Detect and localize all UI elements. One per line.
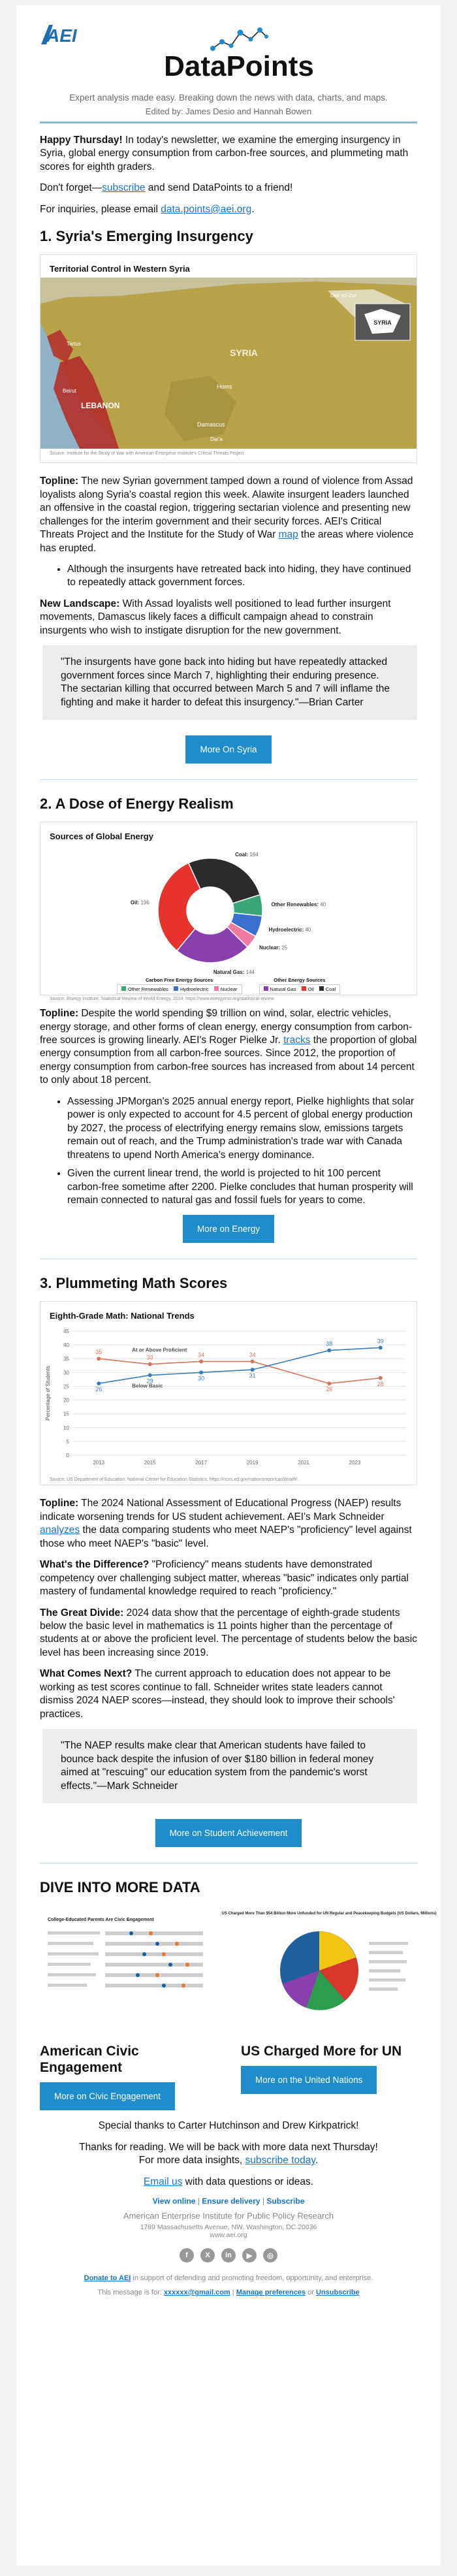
data-point (199, 1371, 203, 1375)
legend-other-title: Other Energy Sources (274, 977, 326, 984)
y-tick-label: 35 (63, 1356, 69, 1362)
y-axis-label: Percentage of Students (45, 1366, 51, 1421)
inquiries-prefix: For inquiries, please email (40, 203, 161, 215)
ensure-delivery-link[interactable]: Ensure delivery (202, 2197, 260, 2206)
data-point (148, 1362, 152, 1366)
pie-label: Natural Gas: 144 (213, 969, 255, 975)
tagline: Expert analysis made easy. Breaking down the news with data, charts, and maps. (69, 93, 388, 103)
donate-text: in support of defending and promoting freedom, opportunity, and enterprise. (131, 2274, 373, 2283)
data-point (379, 1376, 383, 1380)
y-tick-label: 10 (63, 1425, 69, 1432)
daraa-label: Dar'a (210, 436, 223, 443)
subscribe-today-link[interactable]: subscribe today (245, 2155, 315, 2166)
legend-cf-title: Carbon Free Energy Sources (145, 977, 213, 984)
intro-text: In today's newsletter, we examine the emerging insurgency in Syria, global energy consumption from carbon-free sources, and plummeting math scores for eighth graders. (40, 135, 409, 172)
civic-card-title: American Civic Engagement (40, 2044, 139, 2076)
legend-carbon-free (117, 977, 242, 994)
more-suffix: . (315, 2155, 319, 2166)
civic-engagement-thumbnail[interactable] (40, 1905, 216, 2036)
social-icons (40, 2248, 417, 2262)
donate-link[interactable]: Donate to AEI (84, 2274, 131, 2283)
org-name: American Enterprise Institute for Public Policy Research (123, 2211, 334, 2221)
difference-label: What's the Difference? (40, 1559, 150, 1571)
un-card-title: US Charged More for UN (241, 2044, 402, 2059)
more-on-civic-engagement-button[interactable]: More on Civic Engagement (40, 2082, 175, 2110)
math-chart-title: Eighth-Grade Math: National Trends (50, 1311, 195, 1321)
x-tick-label: 2021 (298, 1460, 309, 1466)
x-tick-label: 2017 (195, 1460, 208, 1466)
data-label: 31 (249, 1372, 256, 1379)
legend-item (319, 986, 336, 992)
beirut-label: Beirut (63, 388, 76, 394)
youtube-icon[interactable]: ▶ (242, 2248, 257, 2262)
section-separator (40, 779, 417, 780)
math-difference (40, 1558, 417, 1598)
x-tick-label: 2015 (144, 1460, 156, 1466)
email-us (40, 2176, 417, 2189)
data-point (199, 1360, 203, 1364)
instagram-icon[interactable]: ◎ (263, 2248, 277, 2262)
homs-label: Homs (217, 383, 232, 391)
more-on-energy-button[interactable]: More on Energy (183, 1215, 274, 1243)
series-label-below-basic: Below Basic (132, 1383, 163, 1389)
special-thanks: Special thanks to Carter Hutchinson and Drew Kirkpatrick! (98, 2120, 359, 2132)
manage-preferences-link[interactable]: Manage preferences (236, 2289, 306, 2297)
syria-map (40, 278, 417, 449)
address-line: 1789 Massachusetts Avenue, NW, Washington, DC 20036 (140, 2223, 317, 2232)
legend-label: Hydroelectric (180, 986, 209, 993)
recipient-line (40, 2289, 417, 2296)
data-label: 38 (326, 1340, 333, 1347)
dive-heading: DIVE INTO MORE DATA (40, 1879, 200, 1896)
dont-forget-prefix: Don't forget— (40, 182, 102, 194)
data-point (97, 1382, 101, 1386)
y-tick-label: 5 (66, 1439, 69, 1445)
syria-bullet: • Although the insurgents have retreated back into hiding, they have continued to repeatedly attack government forces. (67, 563, 417, 590)
inset-label: SYRIA (373, 319, 392, 327)
difference-text: "Proficiency" means students have demonstrated competency over challenging subject matter, whereas "basic" indicates only partial mastery of fundamental knowledge required to reach "proficiency." (40, 1559, 409, 1598)
math-source: Source: US Department of Education, National Center for Education Statistics, https://nces.ed.gov/nationsreportcard/math/. (50, 1477, 299, 1483)
civic-thumb-title: College-Educated Parents Are Civic Engagement (48, 1918, 154, 1923)
energy-chart-title: Sources of Global Energy (50, 831, 153, 842)
data-label: 30 (198, 1375, 205, 1382)
data-label: 34 (198, 1351, 205, 1359)
aei-logo[interactable] (40, 22, 82, 46)
lebanon-label: LEBANON (81, 401, 120, 411)
inquiries (40, 203, 417, 216)
pie-slice-coal (189, 858, 260, 903)
footer-links (40, 2197, 417, 2206)
energy-topline-text-2: the proportion of global energy consumption from all carbon-free sources. Since 2012, the proportion of energy consumption from carbon-free sources has increased from about 14 percent to only about 18 percent. (40, 1034, 417, 1086)
legend-item (302, 986, 314, 992)
separator: | (230, 2289, 236, 2297)
energy-bullet: • Assessing JPMorgan's 2025 annual energy report, Pielke highlights that solar power is only expected to account for 4.5 percent of global energy production by 2027, the process of electrifying energy remains slow, emissions targets remain out of reach, and the Trump administration's trade war with Canada threatens to upend North America's energy dominance. (67, 1095, 417, 1162)
tracks-link[interactable]: tracks (283, 1034, 311, 1046)
syria-label: SYRIA (230, 347, 258, 359)
data-label: 34 (249, 1351, 256, 1359)
data-point (251, 1360, 255, 1364)
data-point (327, 1382, 331, 1386)
map-source: Source: Institute for the Study of War with American Enterprise Institute's Critical Threats Project. (50, 451, 245, 457)
linkedin-icon[interactable]: in (221, 2248, 236, 2262)
next-label: What Comes Next? (40, 1668, 133, 1680)
syria-quote: "The insurgents have gone back into hiding but have repeatedly attacked government forces since March 7, highlighting their enduring presence. The sectarian killing that occurred between March 5 and 7 will inflame the fighting and make it harder to defeat this insurgency."—Brian Carter (42, 645, 417, 720)
data-label: 33 (146, 1355, 153, 1362)
sent-prefix: This message is for: (97, 2289, 164, 2297)
math-quote: "The NAEP results make clear that American students have failed to bounce back despite the infusion of over $180 billion in federal money aimed at "rescuing" our education system from the pandemic's worst effects."—Mark Schneider (42, 1729, 417, 1803)
pie-label: Coal: 164 (235, 852, 259, 858)
legend-label: Natural Gas (270, 986, 296, 993)
data-point (327, 1349, 331, 1353)
energy-chart-figure (40, 822, 417, 1002)
org-address (40, 2223, 417, 2239)
datapoints-logo (154, 24, 324, 80)
greeting: Happy Thursday! (40, 135, 123, 146)
divide-text: 2024 data show that the percentage of eighth-grade students below the basic level in mathematics is 11 points higher than the percentage of students at or above the proficient level. The percentage of students below the basic level has been increasing since 2019. (40, 1607, 417, 1658)
thanks-reading: Thanks for reading. We will be back with more data next Thursday! (79, 2141, 378, 2153)
energy-topline (40, 1007, 417, 1087)
math-line-chart (40, 1325, 417, 1475)
separator: | (195, 2197, 202, 2206)
email-link[interactable]: data.points@aei.org (161, 203, 252, 215)
math-chart-figure (40, 1301, 417, 1485)
unsubscribe-link[interactable]: Unsubscribe (315, 2289, 360, 2297)
next-text: The current approach to education does not appear to be working as test scores continue to fall. Schneider writes state leaders cannot dismiss 2024 NAEP scores—instead, they should look to improve their schools' practices. (40, 1668, 395, 1720)
section-heading-math: 3. Plummeting Math Scores (40, 1275, 228, 1292)
legend-label: Coal (325, 986, 336, 993)
data-label: 26 (326, 1386, 333, 1393)
un-thumb-title: US Charged More Than $54 Billion More Unfunded for UN Regular and Peacekeeping Budgets (US Dollars, Millions) (221, 1912, 437, 1916)
syria-bullets (40, 563, 417, 590)
data-label: 39 (377, 1338, 384, 1345)
email-body (16, 5, 441, 2566)
legend-item (264, 986, 296, 992)
legend-other (259, 977, 341, 994)
math-topline (40, 1497, 417, 1551)
svg-text:AEI: AEI (46, 25, 77, 46)
energy-legend (40, 976, 417, 994)
y-tick-label: 25 (63, 1383, 69, 1390)
syria-topline-text: The new Syrian government tamped down a round of violence from Assad loyalists along Syria's coastal region this week. Alawite insurgent leaders launched an offensive in the coastal region, triggering sectarian violence and presenting new challenges for the interim government and their security forces. AEI's Critical Threats Project and the Institute for the Study of War (40, 475, 413, 541)
more-prefix: For more data insights, (138, 2155, 245, 2166)
header-rule (40, 121, 417, 123)
legend-label: Other Renewables (127, 986, 168, 993)
pie-label: Other Renewables: 40 (271, 901, 326, 908)
pie-label: Nuclear: 25 (259, 944, 288, 951)
donate-line (40, 2274, 417, 2282)
more-on-united-nations-button[interactable]: More on the United Nations (241, 2066, 377, 2094)
legend-item (174, 986, 209, 992)
y-tick-label: 40 (63, 1342, 69, 1349)
divide-label: The Great Divide: (40, 1607, 124, 1618)
math-divide (40, 1607, 417, 1660)
legend-label: Nuclear (220, 986, 238, 993)
data-label: 35 (95, 1349, 102, 1356)
dive-card-un (221, 1905, 437, 2110)
series-line-proficient (99, 1359, 381, 1384)
more-on-syria-button[interactable]: More On Syria (185, 735, 271, 764)
y-tick-label: 0 (66, 1453, 69, 1459)
section-heading-energy: 2. A Dose of Energy Realism (40, 796, 234, 813)
data-label: 29 (146, 1377, 153, 1385)
energy-topline-text: Despite the world spending $9 trillion on wind, solar, electric vehicles, energy storage, and other forms of clean energy, energy consumption from carbon-free sources is growing linearly. AEI's Roger Pielke Jr. (40, 1008, 413, 1046)
y-tick-label: 30 (63, 1370, 69, 1376)
energy-bullet: • Given the current linear trend, the world is projected to hit 100 percent carbon-free sometime after 2200. Pielke concludes that human prosperity will remain connected to natural gas and fossil fuels for years to come. (67, 1167, 417, 1207)
data-point (379, 1346, 383, 1350)
syria-new-landscape (40, 598, 417, 637)
deir-label: Deir ez-Zor (330, 293, 357, 299)
data-label: 28 (377, 1381, 384, 1388)
analyzes-link[interactable]: analyzes (40, 1524, 80, 1536)
energy-donut-chart (40, 845, 417, 976)
syria-map-link[interactable]: map (278, 529, 298, 541)
energy-bullets (40, 1095, 417, 1208)
intro-paragraph (40, 134, 417, 174)
editors: Edited by: James Desio and Hannah Bowen (145, 106, 312, 116)
syria-map-figure (40, 254, 417, 463)
data-label: 26 (95, 1386, 102, 1393)
footer-subscribe-link[interactable]: Subscribe (266, 2197, 305, 2206)
new-landscape-label: New Landscape: (40, 598, 120, 609)
topline-label: Topline: (40, 1008, 79, 1020)
x-tick-label: 2019 (246, 1460, 259, 1466)
site-link[interactable]: www.aei.org (210, 2231, 247, 2240)
dont-forget (40, 182, 417, 195)
dive-cards (40, 1905, 437, 2110)
x-icon[interactable]: X (200, 2248, 215, 2262)
svg-text:DataPoints: DataPoints (164, 50, 314, 82)
math-next (40, 1667, 417, 1721)
data-point (148, 1374, 152, 1377)
map-title: Territorial Control in Western Syria (50, 264, 190, 274)
topline-label: Topline: (40, 475, 79, 487)
math-topline-text-2: the data comparing students who meet NAEP's "proficiency" level against those who meet NAEP's "basic" level. (40, 1524, 412, 1549)
y-tick-label: 15 (63, 1411, 69, 1418)
recipient-email: xxxxxx@gmail.com (163, 2289, 230, 2297)
more-insights (40, 2154, 417, 2167)
tartus-label: Tartus (67, 341, 81, 347)
or-text: or (306, 2289, 316, 2297)
x-tick-label: 2013 (93, 1460, 105, 1466)
energy-source: Source: Energy Institute, Statistical Review of World Energy, 2024, https://www.energyinst.org/statistical-review. (50, 997, 276, 1002)
pie-label: Oil: 196 (130, 899, 150, 906)
topline-label: Topline: (40, 1498, 79, 1509)
section-heading-syria: 1. Syria's Emerging Insurgency (40, 228, 253, 245)
header (40, 22, 417, 82)
email-us-link[interactable]: Email us (143, 2176, 183, 2187)
legend-item (121, 986, 168, 992)
subscribe-link[interactable]: subscribe (102, 182, 146, 194)
more-on-student-achievement-button[interactable]: More on Student Achievement (155, 1819, 302, 1847)
dive-card-civic (40, 1905, 216, 2110)
data-point (97, 1357, 101, 1361)
y-tick-label: 20 (63, 1397, 69, 1404)
syria-topline-text-2: the areas where violence has erupted. (40, 529, 414, 554)
series-label-proficient: At or Above Proficient (132, 1347, 187, 1354)
damascus-label: Damascus (197, 421, 225, 428)
inquiries-suffix: . (251, 203, 255, 215)
dont-forget-suffix: and send DataPoints to a friend! (145, 182, 293, 194)
new-landscape-text: With Assad loyalists well positioned to lead further insurgent movements, Damascus likely faces a difficult campaign ahead to constrain insurgents who wish to instigate disruption for the new government. (40, 598, 391, 636)
y-tick-label: 45 (63, 1328, 69, 1335)
legend-item (214, 986, 238, 992)
un-thumbnail[interactable] (221, 1905, 437, 2036)
email-us-suffix: with data questions or ideas. (182, 2176, 314, 2187)
view-online-link[interactable]: View online (152, 2197, 196, 2206)
separator: | (260, 2197, 267, 2206)
legend-label: Oil (307, 986, 314, 993)
x-tick-label: 2023 (349, 1460, 361, 1466)
math-topline-text: The 2024 National Assessment of Educational Progress (NAEP) results indicate worsening trends for US student achievement. AEI's Mark Schneider (40, 1498, 402, 1522)
data-point (251, 1368, 255, 1372)
syria-topline (40, 475, 417, 555)
pie-label: Hydroelectric: 40 (268, 926, 311, 933)
facebook-icon[interactable]: f (180, 2248, 194, 2262)
